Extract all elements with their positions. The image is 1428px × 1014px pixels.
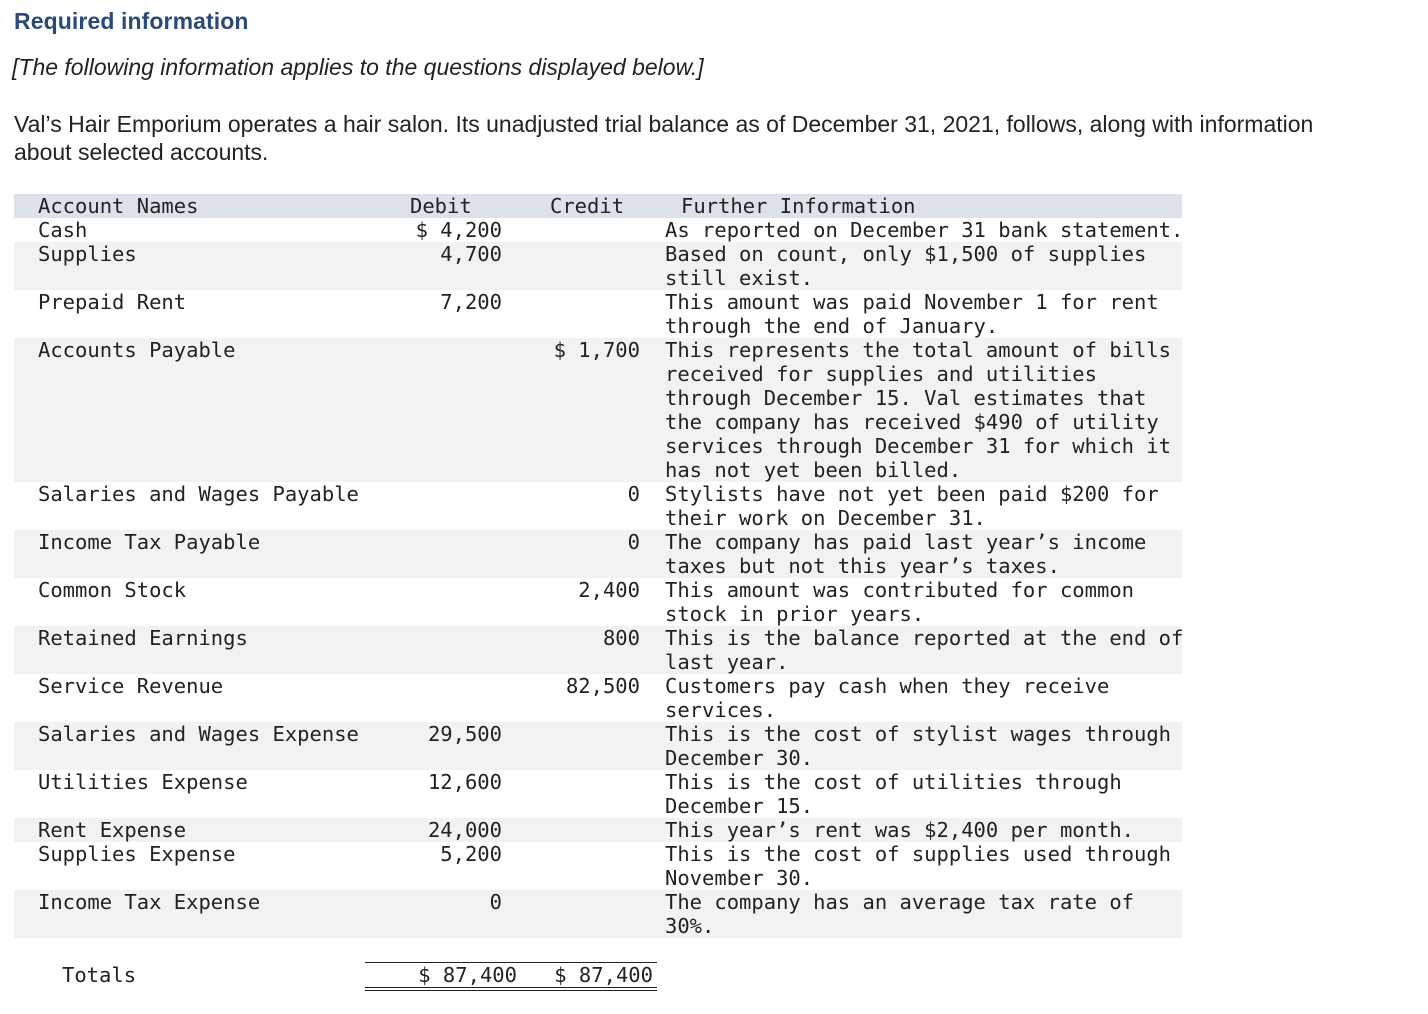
account-name: Common Stock (38, 578, 187, 602)
account-name: Income Tax Expense (38, 890, 261, 914)
credit-amount: 82,500 (565, 674, 640, 698)
further-information: This is the balance reported at the end of last year. (665, 626, 1184, 674)
further-information: This is the cost of utilities through December 15. (665, 770, 1122, 818)
further-information: This represents the total amount of bills received for supplies and utilities through December 15. Val estimates that the company has received $490 of utility services through December 31 for which it has not yet been billed. (665, 338, 1172, 482)
column-header-account-names: Account Names (38, 194, 199, 218)
account-name: Supplies Expense (38, 842, 236, 866)
account-name: Service Revenue (38, 674, 224, 698)
further-information: This is the cost of stylist wages through December 30. (665, 722, 1172, 770)
further-information: Based on count, only $1,500 of supplies still exist. (665, 242, 1147, 290)
further-information: This amount was contributed for common stock in prior years. (665, 578, 1134, 626)
further-information: The company has paid last year’s income taxes but not this year’s taxes. (665, 530, 1147, 578)
debit-amount: 24,000 (427, 818, 502, 842)
credit-amount: 0 (627, 530, 640, 554)
account-name: Salaries and Wages Expense (38, 722, 359, 746)
credit-amount: $ 1,700 (553, 338, 640, 362)
debit-amount: 12,600 (427, 770, 502, 794)
debit-amount: $ 4,200 (415, 218, 502, 242)
table-row (14, 482, 1182, 530)
table-row (14, 242, 1182, 290)
account-name: Salaries and Wages Payable (38, 482, 359, 506)
table-body (14, 218, 1182, 938)
table-row (14, 290, 1182, 338)
intro-paragraph: Val’s Hair Emporium operates a hair salon. Its unadjusted trial balance as of December 31, 2021, follows, along with information about selected accounts. (14, 111, 1314, 165)
further-information: Customers pay cash when they receive services. (665, 674, 1110, 722)
column-header-debit: Debit (410, 194, 472, 218)
table-header-row (14, 194, 1182, 218)
column-header-credit: Credit (550, 194, 625, 218)
further-information: This is the cost of supplies used through November 30. (665, 842, 1172, 890)
totals-debit: $ 87,400 (365, 962, 525, 991)
account-name: Cash (38, 218, 88, 242)
debit-amount: 0 (489, 890, 502, 914)
table-row (14, 818, 1182, 842)
table-row (14, 842, 1182, 890)
further-information: As reported on December 31 bank statement. (665, 218, 1184, 242)
table-row (14, 530, 1182, 578)
credit-amount: 2,400 (578, 578, 640, 602)
debit-amount: 29,500 (427, 722, 502, 746)
applies-note: [The following information applies to the questions displayed below.] (12, 54, 704, 80)
totals-credit: $ 87,400 (525, 962, 657, 991)
account-name: Accounts Payable (38, 338, 236, 362)
account-name: Income Tax Payable (38, 530, 261, 554)
table-row (14, 578, 1182, 626)
table-row (14, 770, 1182, 818)
table-row (14, 674, 1182, 722)
debit-amount: 5,200 (440, 842, 502, 866)
trial-balance-table (14, 194, 1182, 938)
account-name: Prepaid Rent (38, 290, 187, 314)
further-information: This amount was paid November 1 for rent through the end of January. (665, 290, 1159, 338)
table-row (14, 218, 1182, 242)
account-name: Utilities Expense (38, 770, 248, 794)
further-information: The company has an average tax rate of 30%. (665, 890, 1134, 938)
further-information: This year’s rent was $2,400 per month. (665, 818, 1134, 842)
debit-amount: 7,200 (440, 290, 502, 314)
table-row (14, 338, 1182, 482)
table-row (14, 626, 1182, 674)
account-name: Retained Earnings (38, 626, 248, 650)
table-row (14, 890, 1182, 938)
table-row (14, 722, 1182, 770)
further-information: Stylists have not yet been paid $200 for their work on December 31. (665, 482, 1159, 530)
section-heading: Required information (14, 8, 249, 34)
credit-amount: 0 (627, 482, 640, 506)
credit-amount: 800 (602, 626, 640, 650)
account-name: Supplies (38, 242, 137, 266)
totals-row (14, 962, 714, 992)
totals-label: Totals (62, 963, 137, 987)
column-header-further-information: Further Information (681, 194, 916, 218)
account-name: Rent Expense (38, 818, 187, 842)
debit-amount: 4,700 (440, 242, 502, 266)
